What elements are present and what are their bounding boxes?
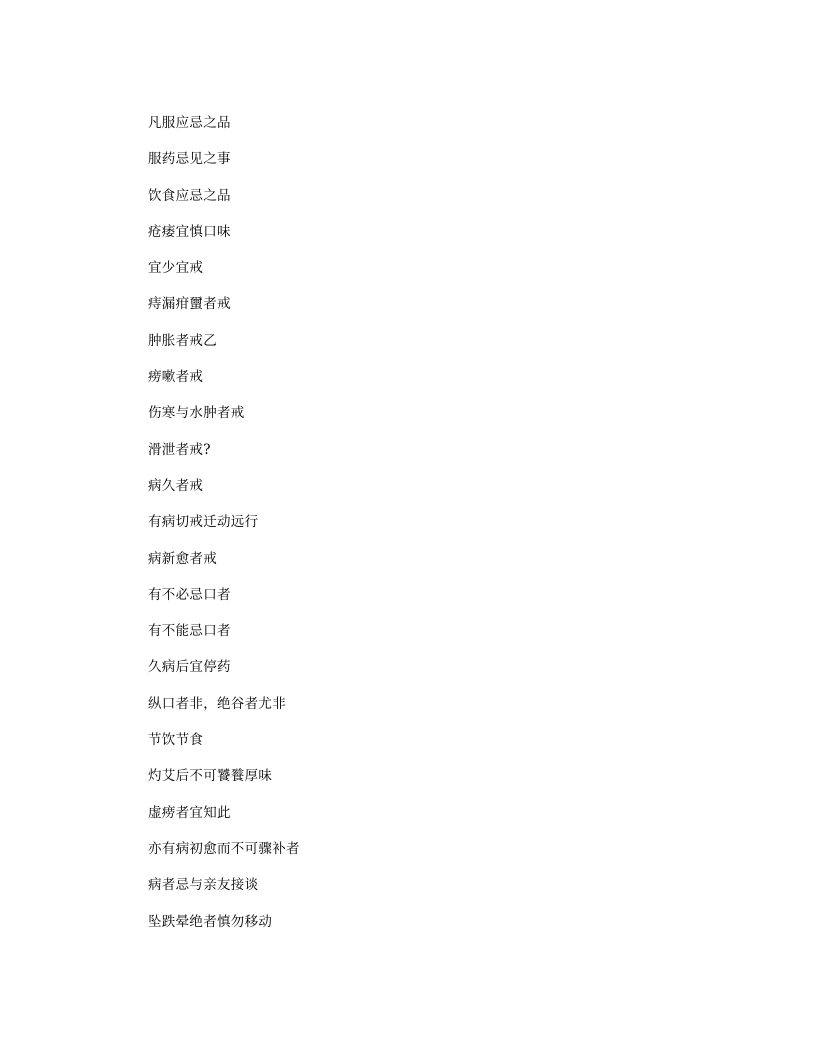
heading-line: 伤寒与水肿者戒 xyxy=(148,405,245,422)
heading-line: 坠跌晕绝者慎勿移动 xyxy=(148,913,273,930)
heading-line: 痔漏疳蠒者戒 xyxy=(148,296,231,313)
heading-line: 病新愈者戒 xyxy=(148,550,217,567)
heading-line: 服药忌见之事 xyxy=(148,151,231,168)
heading-line: 久病后宜停药 xyxy=(148,659,231,676)
heading-line: 滑泄者戒? xyxy=(148,441,211,458)
heading-line: 饮食应忌之品 xyxy=(148,187,231,204)
heading-line: 疮痿宜慎口味 xyxy=(148,223,231,240)
heading-line: 亦有病初愈而不可骤补者 xyxy=(148,840,300,857)
heading-line: 灼艾后不可饕餮厚味 xyxy=(148,768,273,785)
heading-line: 病久者戒 xyxy=(148,477,204,494)
heading-line: 宜少宜戒 xyxy=(148,260,204,277)
heading-line: 肿胀者戒乙 xyxy=(148,332,217,349)
heading-line: 病者忌与亲友接谈 xyxy=(148,877,259,894)
heading-line: 凡服应忌之品 xyxy=(148,115,231,131)
heading-line: 节饮节食 xyxy=(148,732,204,749)
document-body xyxy=(148,113,768,948)
heading-line: 有不能忌口者 xyxy=(148,623,231,640)
heading-line: 有不必忌口者 xyxy=(148,586,231,603)
heading-line: 纵口者非，绝谷者尤非 xyxy=(148,695,286,712)
heading-line: 有病切戒迁动远行 xyxy=(148,514,259,531)
heading-line: 虚痨者宜知此 xyxy=(148,804,231,821)
heading-line: 痨嗽者戒 xyxy=(148,369,204,386)
